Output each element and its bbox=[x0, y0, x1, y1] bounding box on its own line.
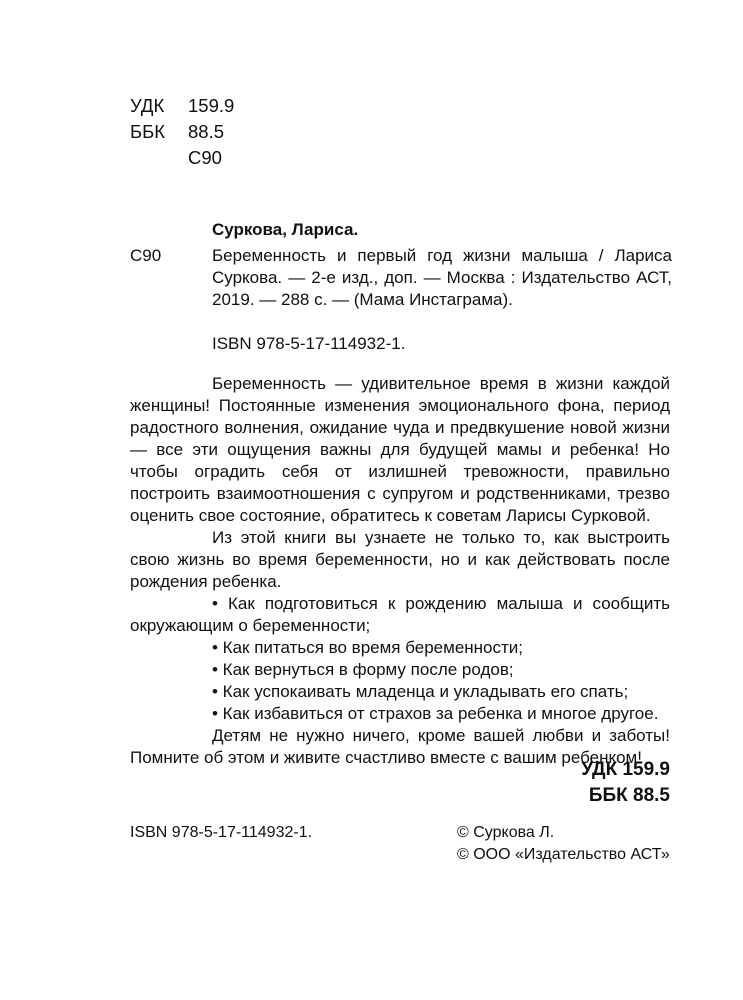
classification-codes bbox=[581, 757, 670, 809]
bibliographic-description: Беременность и первый год жизни малыша / Лариса Суркова. — 2-е изд., доп. — Москва : Издательство АСТ, 2019. — 288 с. — (Мама Инстаграма). bbox=[212, 246, 672, 309]
annotation-paragraph-2: Из этой книги вы узнаете не только то, как выстроить свою жизнь во время беременности, но и как действовать после рождения ребенка. bbox=[130, 528, 670, 591]
annotation bbox=[130, 373, 670, 769]
bbk-label: ББК bbox=[130, 121, 166, 142]
author-mark-line bbox=[130, 145, 234, 171]
footer-isbn: ISBN 978-5-17-114932-1. bbox=[130, 824, 313, 841]
copyright-block bbox=[457, 822, 670, 866]
classification-block bbox=[130, 93, 234, 171]
bullet-item: • Как избавиться от страхов за ребенка и многое другое. bbox=[212, 704, 659, 723]
bbk-line bbox=[130, 119, 234, 145]
bullet-item: • Как вернуться в форму после родов; bbox=[212, 660, 514, 679]
bullet-item: • Как успокаивать младенца и укладывать его спать; bbox=[212, 682, 629, 701]
annotation-closing: Детям не нужно ничего, кроме вашей любви и заботы! Помните об этом и живите счастливо вместе с вашим ребенком! bbox=[130, 726, 670, 767]
udk-label: УДК bbox=[130, 95, 165, 116]
bullet-item: • Как питаться во время беременности; bbox=[212, 638, 524, 657]
udk-line bbox=[130, 93, 234, 119]
bbk-value: 88.5 bbox=[188, 121, 225, 142]
bbk-code: ББК 88.5 bbox=[588, 785, 670, 806]
copyright-publisher: © ООО «Издательство АСТ» bbox=[457, 846, 670, 863]
entry-mark: С90 bbox=[130, 246, 162, 265]
annotation-paragraph-1: Беременность — удивительное время в жизни каждой женщины! Постоянные изменения эмоционального фона, период радостного волнения, ожидание чуда и предвкушение новой жизни — все эти ощущения важны для будущей мамы и ребенка! Но чтобы оградить себя от излишней тревожности, правильно построить взаимоотношения с супругом и родственниками, трезво оценить свое состояние, обратитесь к советам Ларисы Сурковой. bbox=[130, 374, 670, 525]
entry-isbn: ISBN 978-5-17-114932-1. bbox=[212, 334, 406, 353]
author-name: Суркова, Лариса. bbox=[212, 220, 359, 239]
bullet-item: • Как подготовиться к рождению малыша и сообщить окружающим о беременности; bbox=[130, 594, 670, 635]
author-mark: С90 bbox=[188, 147, 222, 168]
udk-value: 159.9 bbox=[188, 95, 235, 116]
copyright-author: © Суркова Л. bbox=[457, 824, 555, 841]
udk-code: УДК 159.9 bbox=[581, 759, 670, 780]
